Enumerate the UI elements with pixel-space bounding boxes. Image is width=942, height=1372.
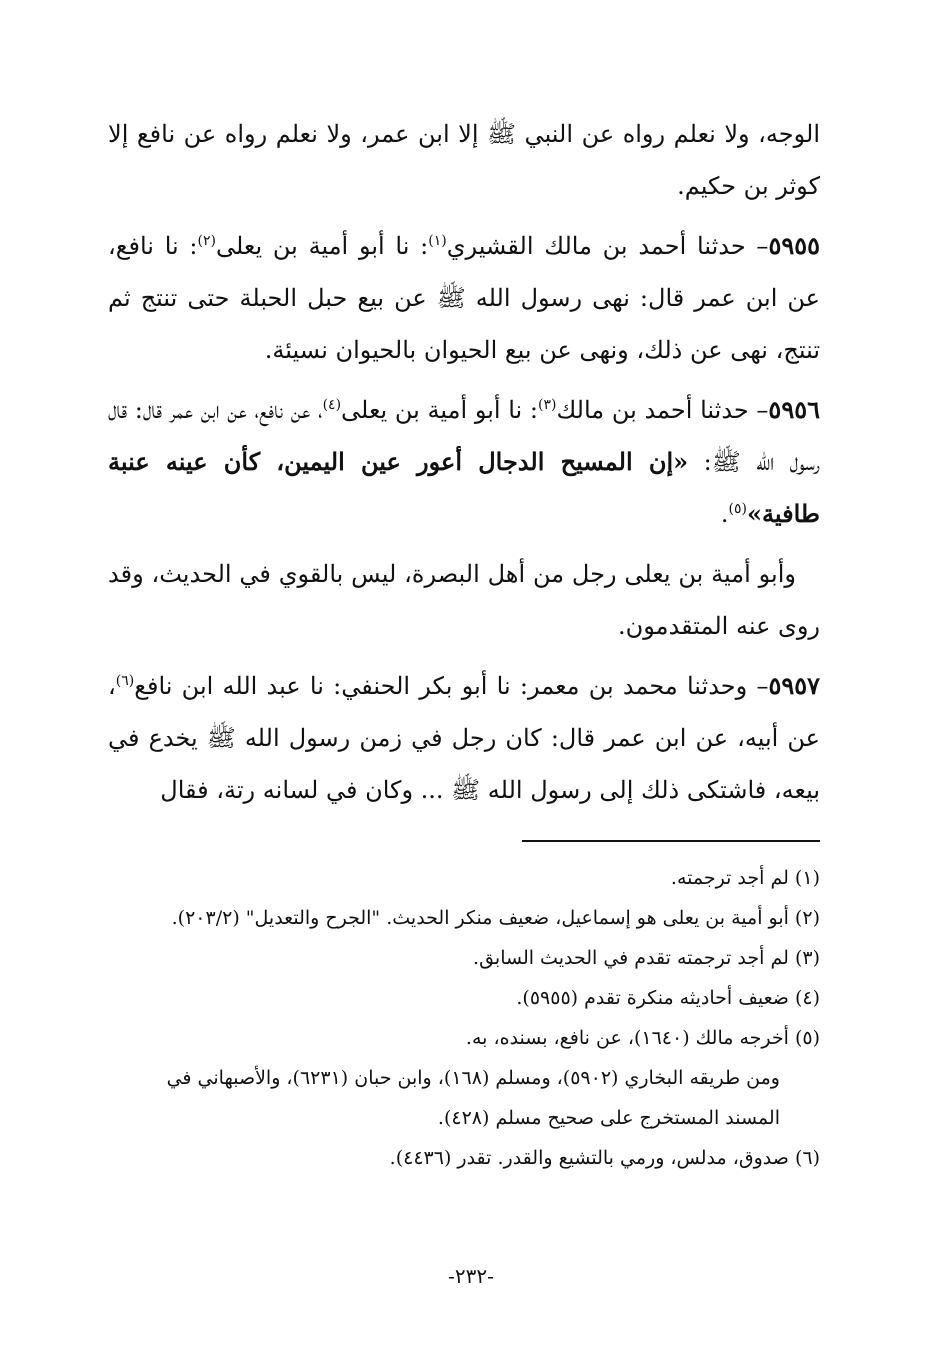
paragraph-note [108,548,820,652]
hadith-5955 [108,220,820,376]
paragraph-intro [108,108,820,212]
hadith-text: – حدثنا أحمد بن مالك القشيري [446,232,769,260]
hadith-text: ، عن نافع، عن ابن عمر قال: قال رسول الله ﷺ: [108,396,821,476]
page-number: -٢٣٢- [448,1264,494,1288]
note-text: وأبو أمية بن يعلى رجل من أهل البصرة، ليس بالقوي في الحديث، وقد روى عنه المتقدمون. [108,560,820,640]
footnote-divider [522,840,820,842]
hadith-number: ٥٩٥٥ [768,231,820,260]
hadith-number: ٥٩٥٦ [768,395,820,424]
hadith-text: – وحدثنا محمد بن معمر: نا أبو بكر الحنفي: نا عبد الله ابن نافع [134,672,769,700]
footnote-6: (٦) صدوق، مدلس، ورمي بالتشيع والقدر. تقدر (٤٤٣٦). [389,1147,820,1169]
footnotes [108,858,820,1178]
hadith-text: ، عن أبيه، عن ابن عمر قال: كان رجل في زمن رسول الله ﷺ يخدع في بيعه، فاشتكى ذلك إلى رسول الله ﷺ ... وكان في لسانه رتة، فقال [108,672,820,804]
intro-text: الوجه، ولا نعلم رواه عن النبي ﷺ إلا ابن عمر، ولا نعلم رواه عن نافع إلا كوثر بن حكيم. [108,120,820,200]
footnote-4: (٤) ضعيف أحاديثه منكرة تقدم (٥٩٥٥). [516,987,820,1009]
footnote-1: (١) لم أجد ترجمته. [670,867,820,889]
hadith-text: : نا أبو أمية بن يعلى [341,396,538,424]
footnote-ref[interactable]: (٥) [728,501,747,517]
hadith-5957 [108,660,820,816]
footnote-ref[interactable]: (٣) [537,397,557,413]
footnote-ref[interactable]: (٦) [115,673,135,689]
footnote-5: (٥) أخرجه مالك (١٦٤٠)، عن نافع، بسنده، به. [465,1027,820,1049]
footnote-2: (٢) أبو أمية بن يعلى هو إسماعيل، ضعيف منكر الحديث. "الجرح والتعديل" (٢٠٣/٢). [171,907,820,929]
hadith-text: : نا أبو أمية بن يعلى [215,232,429,260]
hadith-text: . [720,500,729,528]
hadith-quote: «إن المسيح الدجال أعور عين اليمين، كأن عينه عنبة طافية» [108,447,820,528]
footnote-3: (٣) لم أجد ترجمته تقدم في الحديث السابق. [473,947,820,969]
hadith-text: : نا نافع، عن ابن عمر قال: نهى رسول الله ﷺ عن بيع حبل الحبلة حتى تنتج ثم تنتج، نهى عن ذلك، ونهى عن بيع الحيوان بالحيوان نسيئة. [108,232,820,364]
footnote-ref[interactable]: (٤) [322,397,342,413]
main-text [108,108,820,824]
hadith-text: – حدثنا أحمد بن مالك [556,396,769,424]
footnote-5-continuation: ومن طريقه البخاري (٥٩٠٢)، ومسلم (١٦٨)، وابن حبان (٦٢٣١)، والأصبهاني في المسند المستخرج على صحيح مسلم (٤٢٨). [166,1067,780,1129]
hadith-number: ٥٩٥٧ [768,671,820,700]
footnote-ref[interactable]: (١) [428,233,447,249]
footnote-ref[interactable]: (٢) [197,233,216,249]
hadith-5956 [108,384,820,540]
